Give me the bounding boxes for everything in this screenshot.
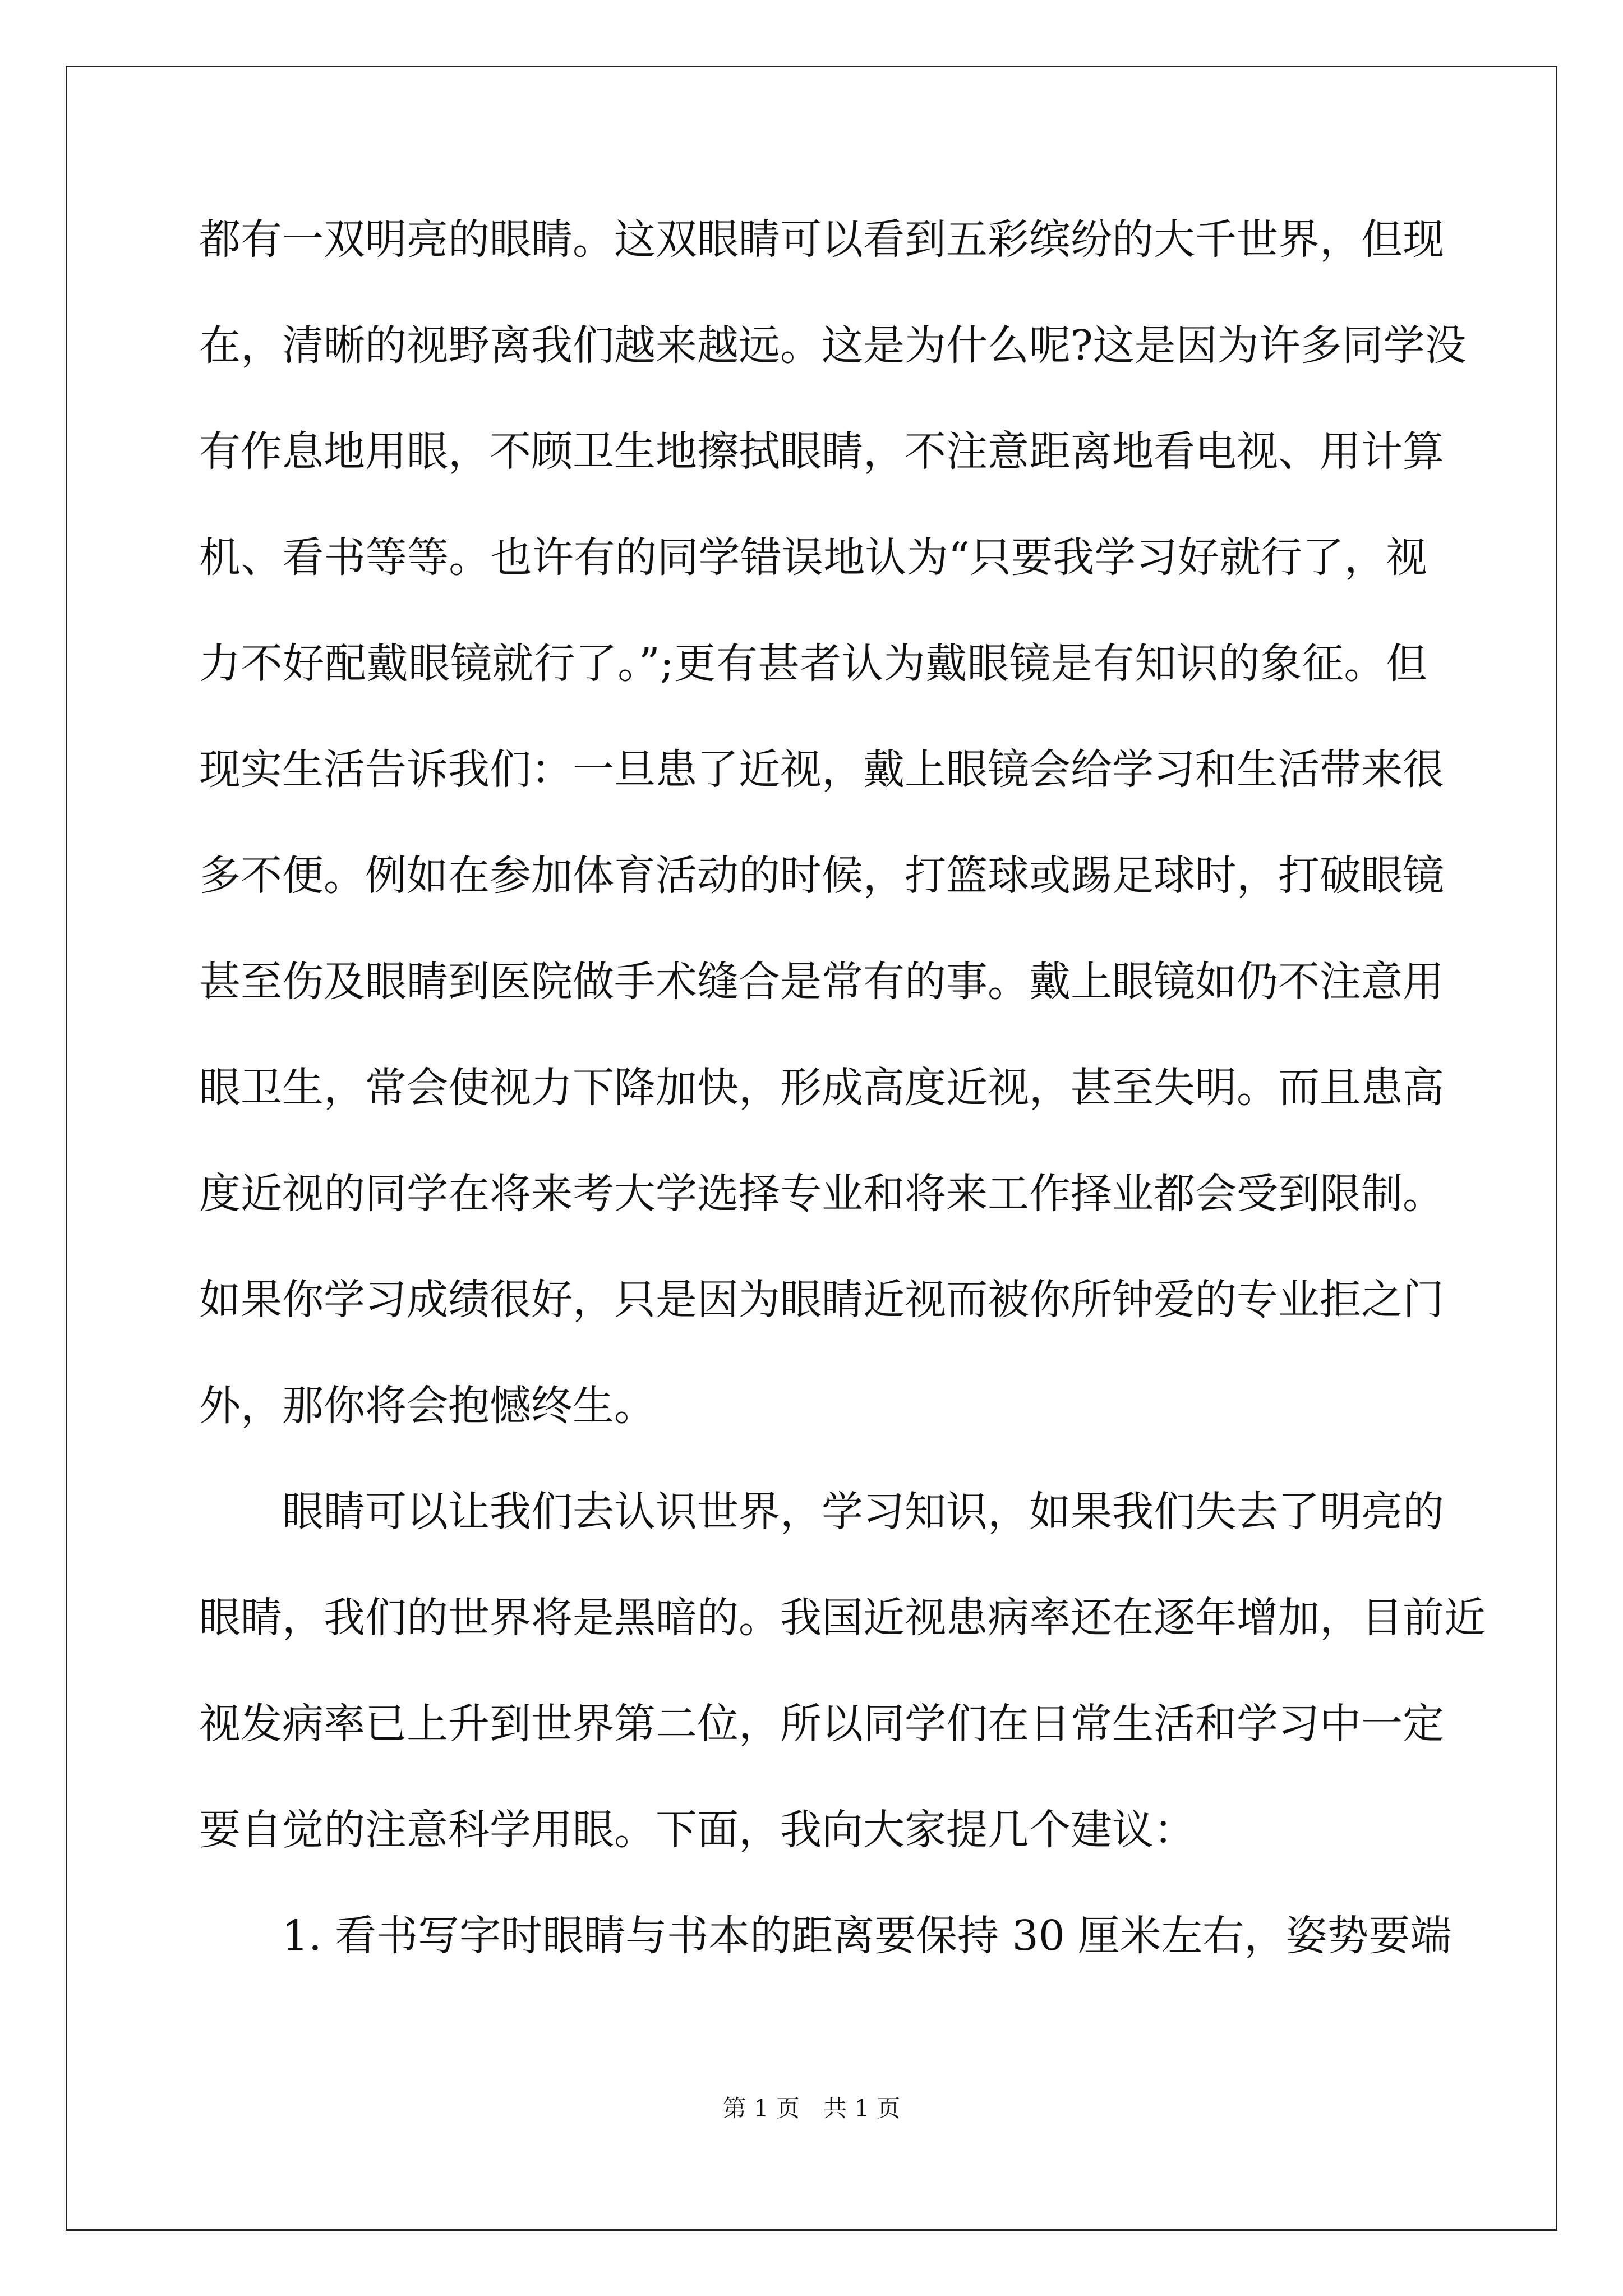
document-body — [199, 215, 1486, 2021]
list-item-first-line — [199, 1912, 1452, 2021]
text-line — [199, 1170, 1444, 1279]
text-line — [199, 1276, 1444, 1385]
text-line-content: 有作息地用眼，不顾卫生地擦拭眼睛，不注意距离地看电视、用计算 — [199, 427, 1444, 476]
text-line-content: 外，那你将会抱憾终生。 — [199, 1382, 656, 1430]
text-line — [199, 1700, 1444, 1809]
text-line — [199, 958, 1444, 1067]
text-line-content: 1. 看书写字时眼睛与书本的距离要保持 30 厘米左右，姿势要端 — [282, 1912, 1452, 1960]
text-line-content: 要自觉的注意科学用眼。下面，我向大家提几个建议： — [199, 1806, 1195, 1854]
text-line-content: 力不好配戴眼镜就行了。”;更有甚者认为戴眼镜是有知识的象征。但 — [199, 639, 1427, 688]
text-line-content: 多不便。例如在参加体育活动的时候，打篮球或踢足球时，打破眼镜 — [199, 852, 1444, 900]
text-line — [199, 746, 1444, 855]
text-line — [199, 321, 1467, 431]
text-line-content: 如果你学习成绩很好，只是因为眼睛近视而被你所钟爱的专业拒之门 — [199, 1276, 1444, 1324]
text-line — [199, 1382, 1427, 1491]
text-line — [199, 533, 1427, 643]
text-line — [199, 639, 1427, 749]
text-line-content: 现实生活告诉我们：一旦患了近视，戴上眼镜会给学习和生活带来很 — [199, 746, 1444, 794]
text-line-content: 眼睛可以让我们去认识世界，学习知识，如果我们失去了明亮的 — [282, 1488, 1444, 1536]
text-line — [199, 1064, 1444, 1173]
text-line-content: 甚至伤及眼睛到医院做手术缝合是常有的事。戴上眼镜如仍不注意用 — [199, 958, 1444, 1006]
text-line — [199, 427, 1444, 537]
text-line — [199, 1594, 1486, 1703]
paragraph-first-line — [199, 1488, 1444, 1597]
text-line — [199, 215, 1444, 325]
text-line-content: 眼睛，我们的世界将是黑暗的。我国近视患病率还在逐年增加，目前近 — [199, 1594, 1486, 1642]
text-line — [199, 852, 1444, 961]
text-line-content: 都有一双明亮的眼睛。这双眼睛可以看到五彩缤纷的大千世界，但现 — [199, 215, 1444, 264]
text-line-content: 眼卫生，常会使视力下降加快，形成高度近视，甚至失明。而且患高 — [199, 1064, 1444, 1112]
text-line-content: 在，清晰的视野离我们越来越远。这是为什么呢?这是因为许多同学没 — [199, 321, 1467, 370]
text-line — [199, 1806, 1427, 1915]
text-line-content: 视发病率已上升到世界第二位，所以同学们在日常生活和学习中一定 — [199, 1700, 1444, 1748]
text-line-content: 机、看书等等。也许有的同学错误地认为“只要我学习好就行了，视 — [199, 533, 1427, 582]
text-line-content: 度近视的同学在将来考大学选择专业和将来工作择业都会受到限制。 — [199, 1170, 1444, 1218]
page-footer: 第 1 页 共 1 页 — [722, 2095, 901, 2122]
